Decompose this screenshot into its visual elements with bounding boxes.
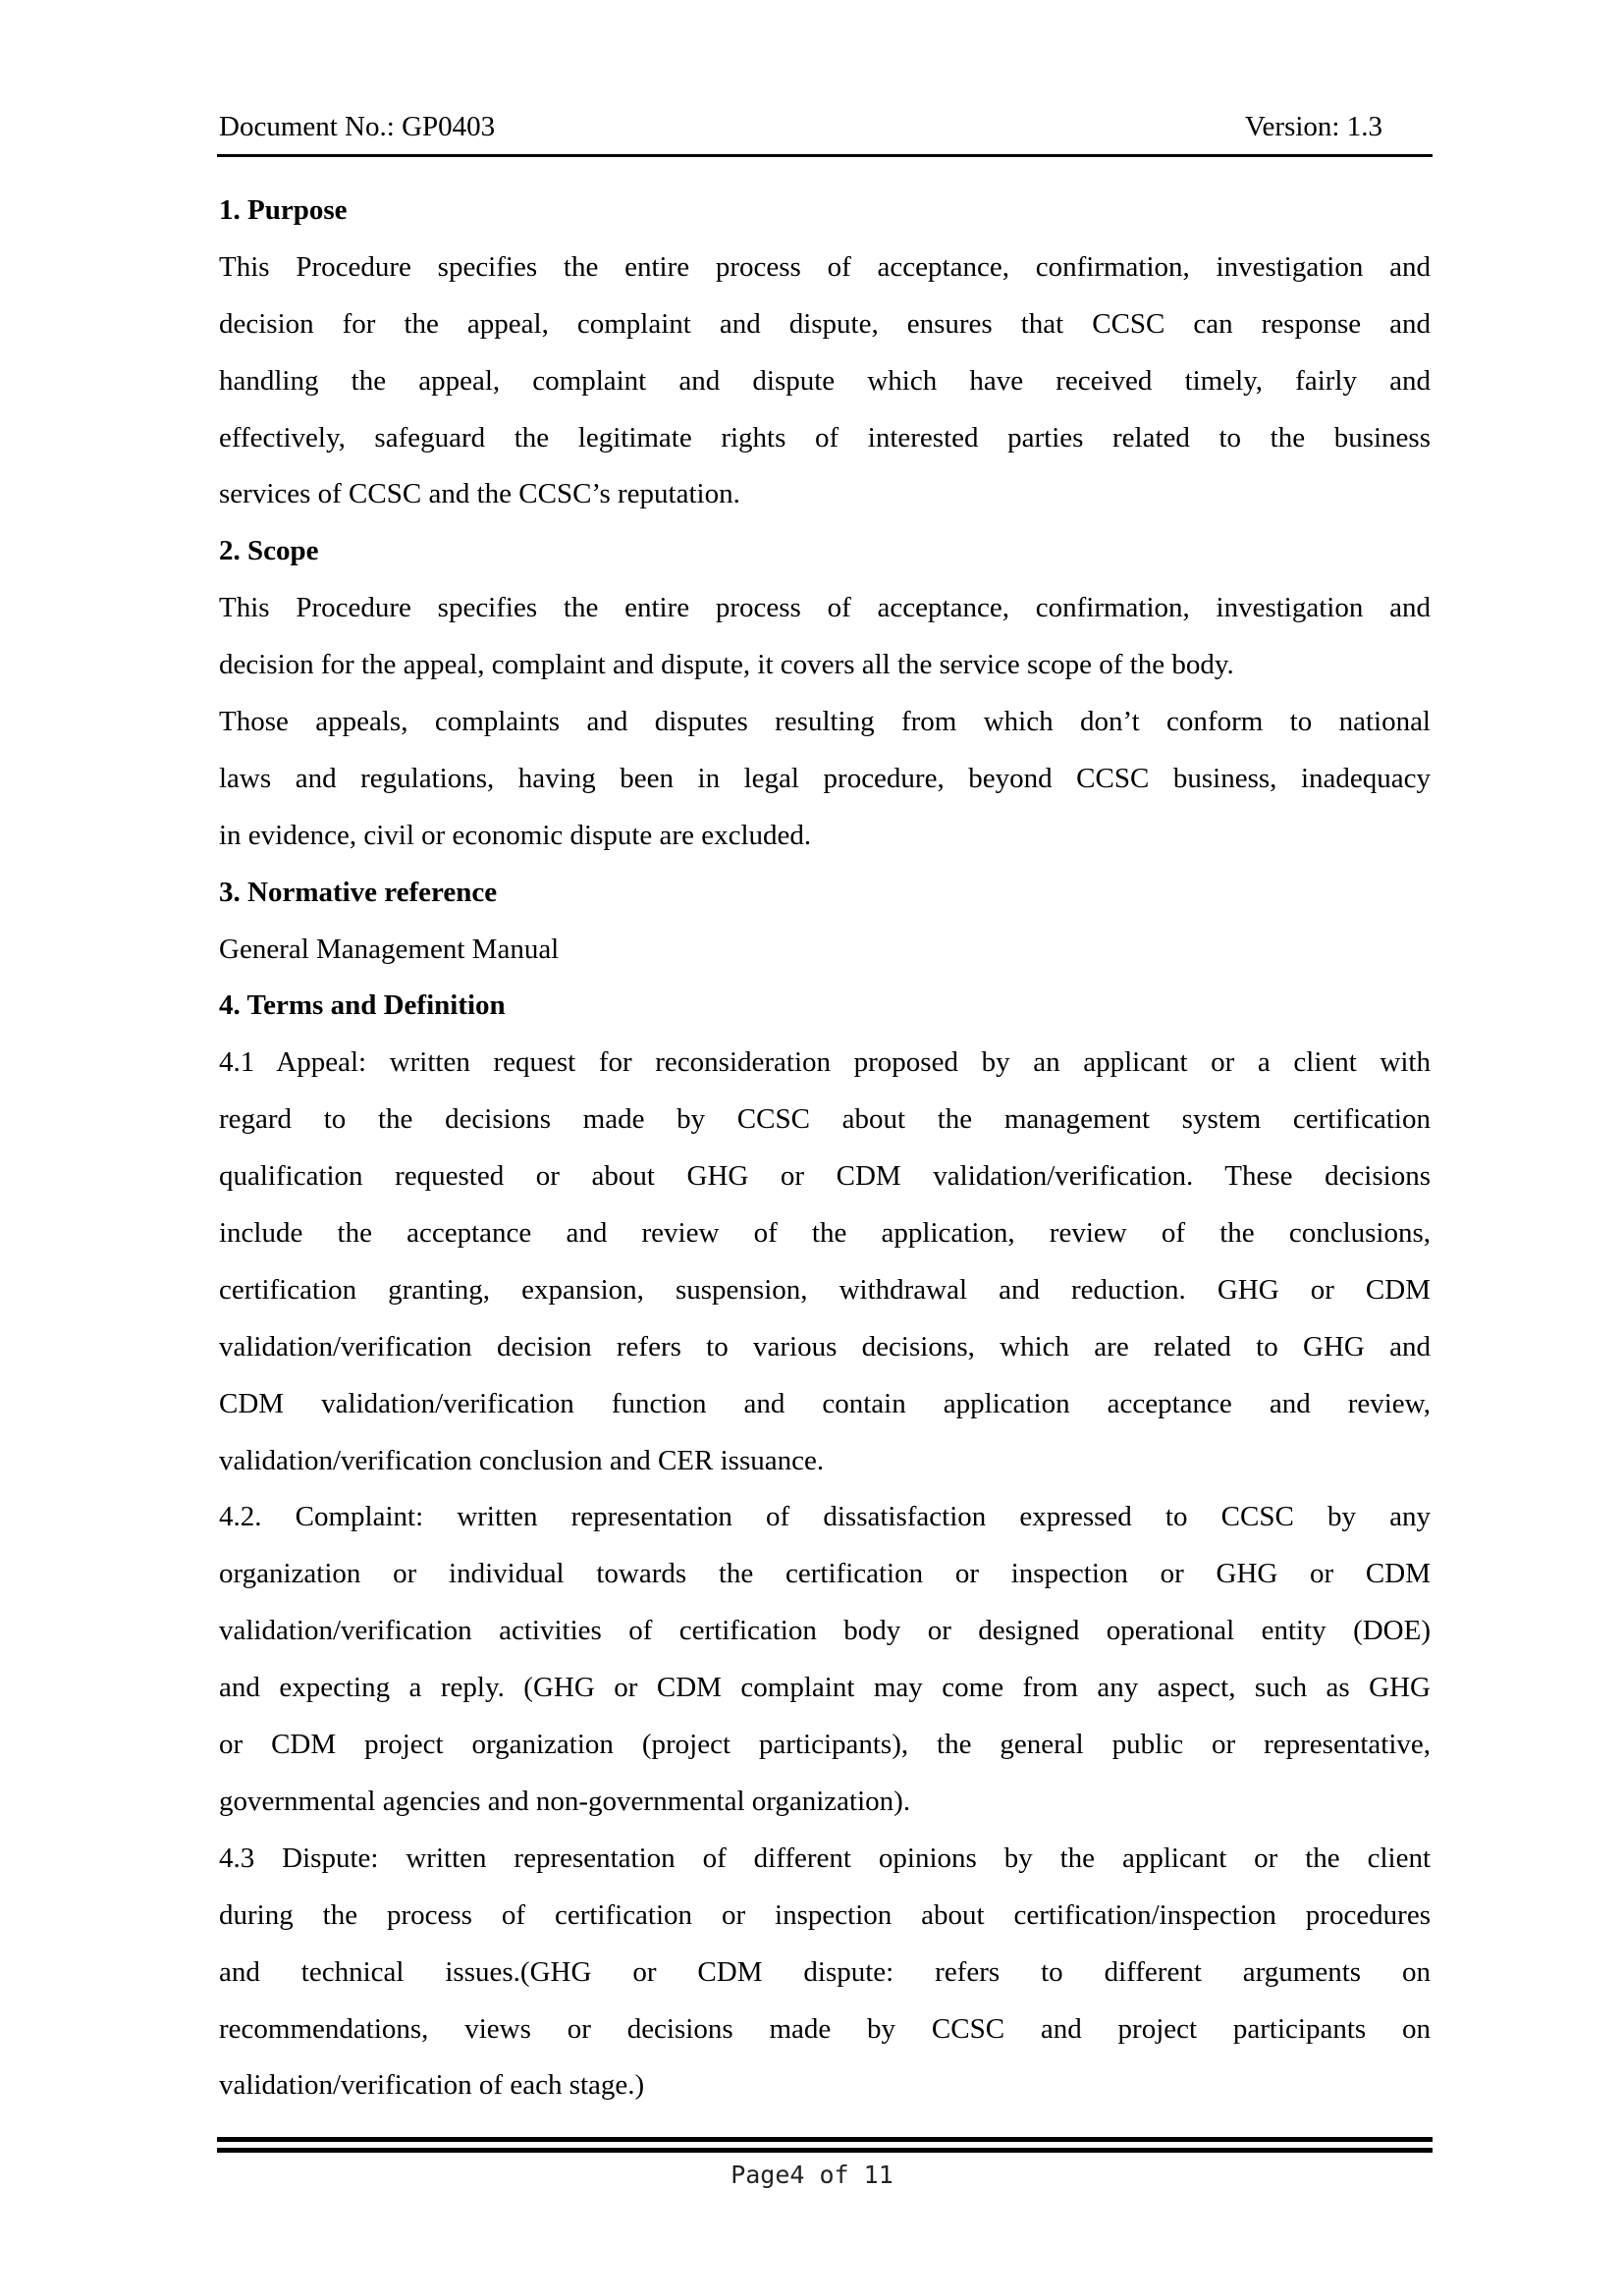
page-header [219,111,1432,150]
section-heading-normative-reference: 3. Normative reference [219,876,498,908]
definition-appeal-line: regard to the decisions made by CCSC about the management system certification [219,1103,1431,1136]
definition-appeal-line: include the acceptance and review of the application, review of the conclusions, [219,1217,1431,1250]
section-heading-purpose: 1. Purpose [219,194,348,226]
page-number: Page4 of 11 [731,2161,893,2189]
definition-complaint-line: validation/verification activities of certification body or designed operational entity (DOE) [219,1615,1431,1647]
paragraph-line: This Procedure specifies the entire process of acceptance, confirmation, investigation and [219,250,1431,283]
definition-appeal-line: qualification requested or about GHG or CDM validation/verification. These decisions [219,1160,1431,1193]
paragraph-line: laws and regulations, having been in legal procedure, beyond CCSC business, inadequacy [219,762,1431,794]
version-label: Version: [1244,111,1340,142]
paragraph-line: effectively, safeguard the legitimate rights of interested parties related to the business [219,421,1431,454]
document-number [219,111,495,143]
footer-divider-top [217,2137,1433,2142]
paragraph-line: handling the appeal, complaint and dispute which have received timely, fairly and [219,364,1431,397]
definition-dispute-line: 4.3 Dispute: written representation of different opinions by the applicant or the client [219,1842,1431,1874]
section-heading-terms-and-definition: 4. Terms and Definition [219,989,506,1022]
definition-dispute-line: during the process of certification or inspection about certification/inspection procedures [219,1898,1431,1931]
section-heading-scope: 2. Scope [219,535,319,567]
definition-complaint-line: or CDM project organization (project participants), the general public or representative, [219,1729,1431,1761]
paragraph-line: General Management Manual [219,933,560,965]
definition-dispute-line: and technical issues.(GHG or CDM dispute: refers to different arguments on [219,1955,1431,1988]
definition-dispute-line: recommendations, views or decisions made by CCSC and project participants on [219,2012,1431,2045]
definition-complaint-line: organization or individual towards the certification or inspection or GHG or CDM [219,1558,1431,1590]
definition-appeal-line: 4.1 Appeal: written request for reconsideration proposed by an applicant or a client with [219,1046,1431,1079]
header-divider [217,154,1433,157]
definition-complaint-line: governmental agencies and non-governmental organization). [219,1785,911,1817]
paragraph-line: in evidence, civil or economic dispute are excluded. [219,819,812,851]
definition-complaint-line: and expecting a reply. (GHG or CDM complaint may come from any aspect, such as GHG [219,1672,1431,1704]
version-value: 1.3 [1346,111,1382,142]
document-number-label: Document No.: [219,111,395,142]
document-number-value: GP0403 [402,111,496,142]
version [1245,111,1382,143]
definition-appeal-line: validation/verification conclusion and CER issuance. [219,1444,825,1476]
footer-divider-bottom [217,2148,1433,2153]
definition-appeal-line: CDM validation/verification function and contain application acceptance and review, [219,1387,1431,1419]
definition-complaint-line: 4.2. Complaint: written representation of dissatisfaction expressed to CCSC by any [219,1501,1431,1533]
document-body [219,183,1431,2114]
paragraph-line: services of CCSC and the CCSC’s reputation. [219,478,740,510]
paragraph-line: decision for the appeal, complaint and dispute, it covers all the service scope of the body. [219,649,1234,681]
paragraph-line: Those appeals, complaints and disputes resulting from which don’t conform to national [219,706,1431,738]
paragraph-line: This Procedure specifies the entire process of acceptance, confirmation, investigation and [219,592,1431,624]
definition-dispute-line: validation/verification of each stage.) [219,2069,645,2102]
definition-appeal-line: certification granting, expansion, suspension, withdrawal and reduction. GHG or CDM [219,1273,1431,1306]
definition-appeal-line: validation/verification decision refers to various decisions, which are related to GHG and [219,1330,1431,1362]
paragraph-line: decision for the appeal, complaint and dispute, ensures that CCSC can response and [219,307,1431,340]
